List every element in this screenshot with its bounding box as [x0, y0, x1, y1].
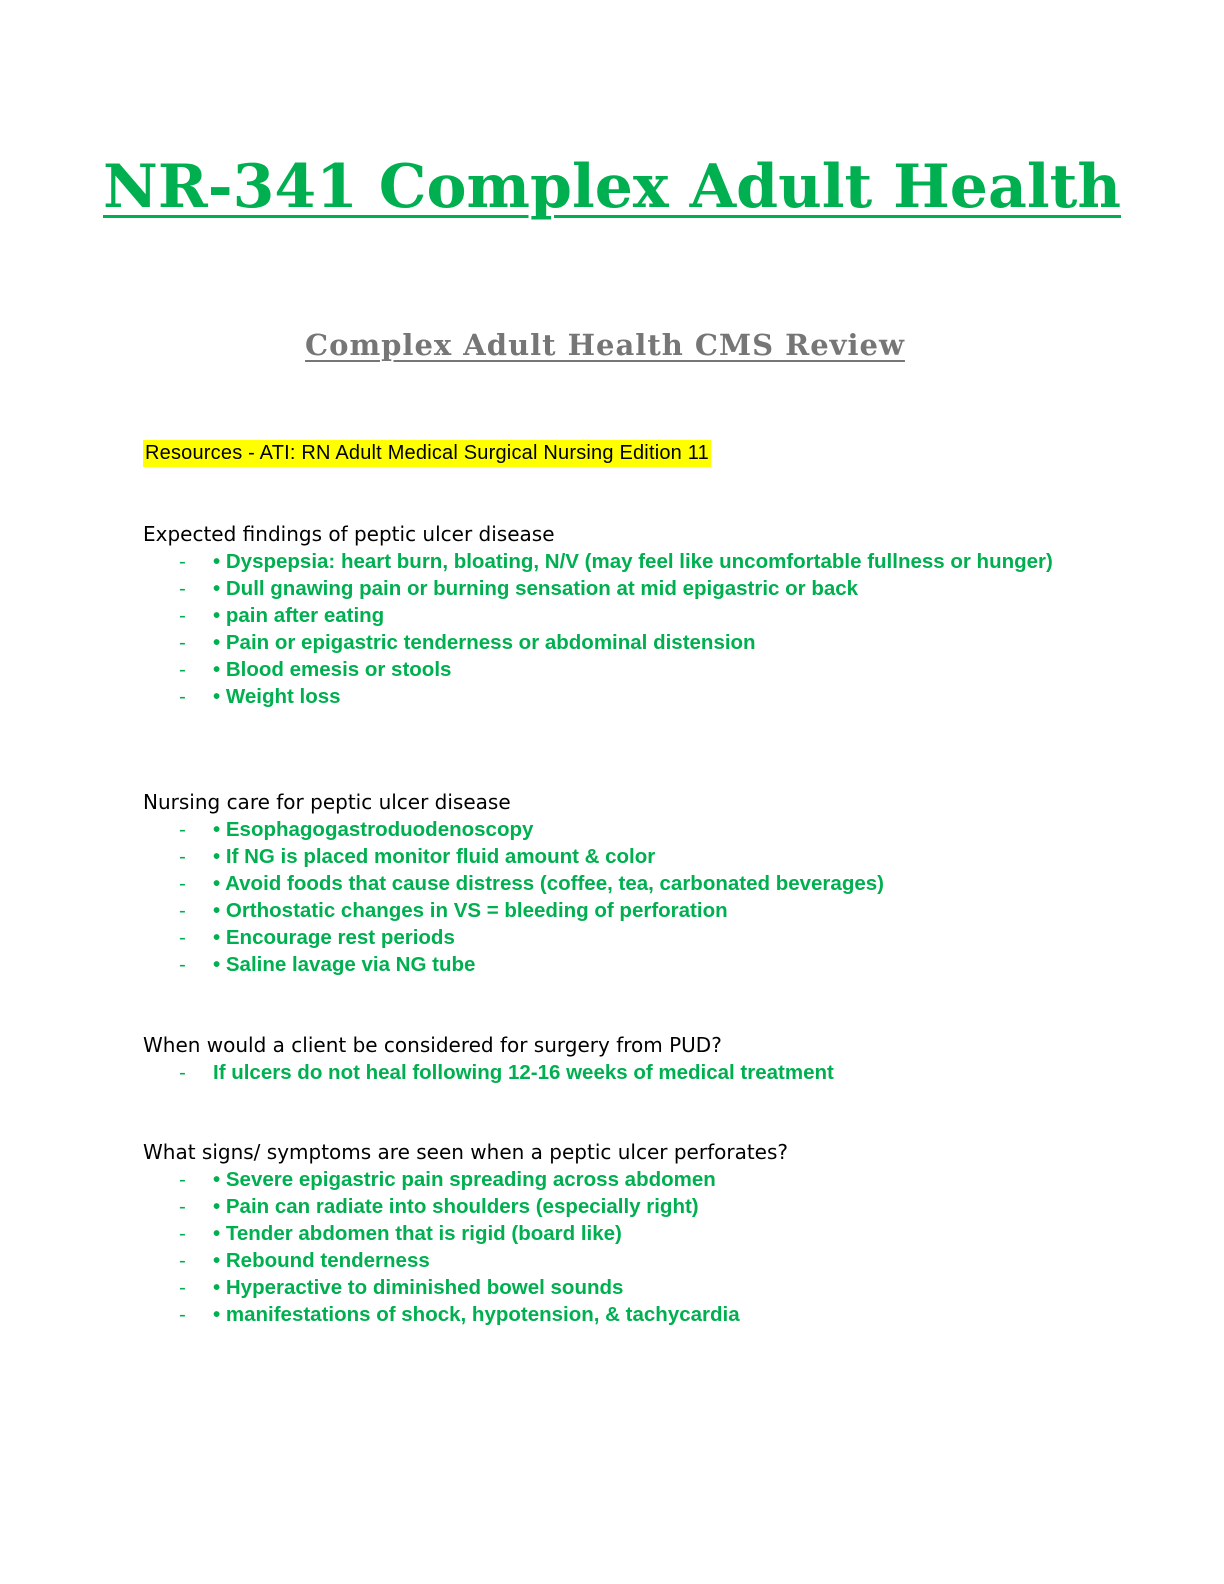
- list-item: - If ulcers do not heal following 12-16 weeks of medical treatment: [179, 1061, 834, 1084]
- answer-list: [143, 1166, 1143, 1328]
- list-dash: -: [179, 818, 186, 841]
- answer-list: [143, 816, 1143, 978]
- list-item: - • Severe epigastric pain spreading across abdomen: [179, 1168, 716, 1191]
- list-dash: -: [179, 604, 186, 627]
- list-item: - • pain after eating: [179, 604, 385, 627]
- list-item: - • Dyspepsia: heart burn, bloating, N/V (may feel like uncomfortable fullness or hunger): [179, 550, 1053, 573]
- list-item: - • Saline lavage via NG tube: [179, 953, 476, 976]
- list-item: - • Pain or epigastric tenderness or abdominal distension: [179, 631, 756, 654]
- list-dash: -: [179, 685, 186, 708]
- list-item: - • Esophagogastroduodenoscopy: [179, 818, 534, 841]
- list-dash: -: [179, 926, 186, 949]
- list-dash: -: [179, 1061, 186, 1084]
- section-question: Nursing care for peptic ulcer disease: [143, 790, 511, 814]
- list-dash: -: [179, 577, 186, 600]
- list-item: - • Rebound tenderness: [179, 1249, 430, 1272]
- document-subtitle: Complex Adult Health CMS Review: [305, 328, 905, 362]
- list-item: - • Pain can radiate into shoulders (especially right): [179, 1195, 699, 1218]
- list-dash: -: [179, 1168, 186, 1191]
- resources-highlight: Resources - ATI: RN Adult Medical Surgical Nursing Edition 11: [143, 440, 711, 467]
- list-dash: -: [179, 899, 186, 922]
- section-question: Expected findings of peptic ulcer disease: [143, 522, 555, 546]
- list-dash: -: [179, 1303, 186, 1326]
- section-expected-findings: [143, 521, 1143, 710]
- section-perforation: [143, 1139, 1143, 1328]
- list-item: - • Hyperactive to diminished bowel sounds: [179, 1276, 624, 1299]
- document-title: NR-341 Complex Adult Health: [103, 152, 1121, 222]
- list-dash: -: [179, 1222, 186, 1245]
- list-dash: -: [179, 1249, 186, 1272]
- list-dash: -: [179, 550, 186, 573]
- section-question: What signs/ symptoms are seen when a peptic ulcer perforates?: [143, 1140, 789, 1164]
- list-item: - • Avoid foods that cause distress (coffee, tea, carbonated beverages): [179, 872, 884, 895]
- list-item: - • Orthostatic changes in VS = bleeding of perforation: [179, 899, 728, 922]
- list-dash: -: [179, 1195, 186, 1218]
- list-item: - • Encourage rest periods: [179, 926, 455, 949]
- section-question: When would a client be considered for surgery from PUD?: [143, 1033, 722, 1057]
- list-item: - • Tender abdomen that is rigid (board like): [179, 1222, 622, 1245]
- answer-list: [143, 548, 1143, 710]
- list-item: - • manifestations of shock, hypotension, & tachycardia: [179, 1303, 740, 1326]
- list-dash: -: [179, 953, 186, 976]
- list-dash: -: [179, 658, 186, 681]
- section-surgery: [143, 1032, 1143, 1086]
- list-item: - • Weight loss: [179, 685, 341, 708]
- list-item: - • Dull gnawing pain or burning sensation at mid epigastric or back: [179, 577, 859, 600]
- answer-list: [143, 1059, 1143, 1086]
- list-dash: -: [179, 1276, 186, 1299]
- list-dash: -: [179, 872, 186, 895]
- list-dash: -: [179, 845, 186, 868]
- section-nursing-care: [143, 789, 1143, 978]
- list-item: - • If NG is placed monitor fluid amount & color: [179, 845, 656, 868]
- list-item: - • Blood emesis or stools: [179, 658, 452, 681]
- list-dash: -: [179, 631, 186, 654]
